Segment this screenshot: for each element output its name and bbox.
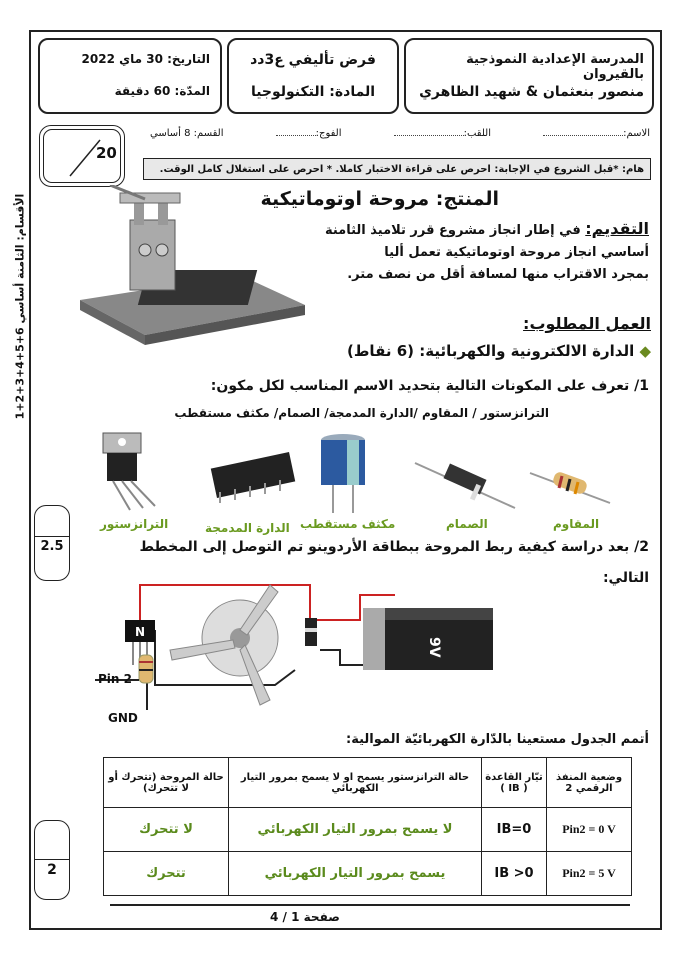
header-school-box <box>404 38 654 114</box>
intro-block <box>309 218 649 286</box>
cell-pin: Pin2 = 5 V <box>547 852 632 896</box>
label-diode: الصمام <box>446 517 488 531</box>
school-line2: منصور بنعثمان & شهيد الظاهري <box>419 84 644 100</box>
group-label: الفوج: <box>315 128 342 139</box>
school-line1: المدرسة الإعدادية النموذجية بالقيروان <box>466 52 644 82</box>
gnd-label: GND <box>108 711 138 725</box>
label-ic: الدارة المدمجة <box>205 521 290 535</box>
cell-ib: IB >0 <box>482 852 547 896</box>
q1-text: 1/ تعرف على المكونات التالية بتحديد الاسم المناسب لكل مكون: <box>210 378 649 394</box>
arrow-icon: ◆ <box>639 342 651 360</box>
cell-fan[interactable]: لا تتحرك <box>104 808 229 852</box>
resistor-image <box>530 471 610 503</box>
surname-field[interactable] <box>394 128 491 139</box>
fan-product-illustration <box>70 185 310 355</box>
table-row <box>104 808 632 852</box>
footer-rule <box>110 904 630 906</box>
total-score: 20 <box>96 144 117 162</box>
ic-image <box>211 452 295 503</box>
intro-line3: بمجرد الاقتراب منها لمسافة أقل من نصف متر. <box>347 267 649 282</box>
notice-text: هام: *قبل الشروع في الإجابة: احرص على قراءة الاختبار كاملا. * احرص على استغلال كامل الوقت. <box>159 164 644 175</box>
exam-line2: المادة: التكنولوجيا <box>250 84 376 100</box>
section1-title-text: الدارة الالكترونية والكهربائية: (6 نقاط) <box>347 342 635 360</box>
total-score-box <box>39 125 125 187</box>
table-score-box <box>34 820 70 900</box>
table-score: 2 <box>35 859 69 878</box>
q2-line1: 2/ بعد دراسة كيفية ربط المروحة ببطاقة الأردوينو تم التوصل إلى المخطط <box>139 539 649 555</box>
results-table <box>103 757 632 896</box>
cell-transistor[interactable]: يسمح بمرور التيار الكهربائي <box>229 852 482 896</box>
header-pin: وضعية المنفذ الرقمي 2 <box>547 758 632 808</box>
q1-score-box <box>34 505 70 581</box>
product-title: المنتج: مروحة اوتوماتيكية <box>260 188 499 210</box>
intro-line1: في إطار انجاز مشروع قرر تلاميذ الثامنة <box>324 223 581 238</box>
q1-score: 2.5 <box>35 536 69 554</box>
side-label-column <box>0 30 27 630</box>
intro-label: التقديم: <box>585 219 649 238</box>
components-illustration <box>85 428 615 518</box>
surname-label: اللقب: <box>463 128 491 139</box>
work-required: العمل المطلوب: <box>523 314 651 333</box>
pin2-label: Pin 2 <box>98 672 132 686</box>
page-footer: صفحة 1 / 4 <box>270 910 340 924</box>
cell-fan[interactable]: تتحرك <box>104 852 229 896</box>
q1-options: الترانزستور / المقاوم /الدارة المدمجة/ الصمام/ مكثف مستقطب <box>174 406 549 420</box>
header-date-box <box>38 38 222 114</box>
class-label: القسم: 8 أساسي <box>150 128 224 139</box>
label-resistor: المقاوم <box>553 517 600 531</box>
header-transistor: حالة الترانزستور يسمح او لا يسمح بمرور التيار الكهربائي <box>229 758 482 808</box>
header-fan: حالة المروحة (تتحرك أو لا تتحرك) <box>104 758 229 808</box>
cell-transistor[interactable]: لا يسمح بمرور التيار الكهربائي <box>229 808 482 852</box>
date-line: التاريخ: 30 ماي 2022 <box>81 52 210 66</box>
notice-bar <box>143 158 651 180</box>
group-field[interactable] <box>276 128 342 139</box>
capacitor-image <box>321 434 365 513</box>
transistor-image <box>103 433 155 510</box>
intro-line2: أساسي انجاز مروحة اوتوماتيكية تعمل أليا <box>384 245 649 260</box>
label-transistor: الترانزستور <box>100 517 169 531</box>
cell-pin: Pin2 = 0 V <box>547 808 632 852</box>
table-row <box>104 852 632 896</box>
section1-title <box>347 342 651 360</box>
side-label: الأقسام: الثامنة أساسي 6+5+4+3+2+1 <box>13 193 27 420</box>
cell-ib: IB=0 <box>482 808 547 852</box>
transistor-label: N <box>135 625 146 639</box>
diode-image <box>415 463 515 508</box>
q2-line2: التالي: <box>602 570 649 586</box>
duration-line: المدّة: 60 دقيقة <box>114 84 210 98</box>
table-intro: أتمم الجدول مستعينا بالدّارة الكهربائيّة الموالية: <box>346 732 649 747</box>
table-header-row <box>104 758 632 808</box>
header-exam-box <box>227 38 399 114</box>
circuit-diagram <box>95 570 505 730</box>
label-capacitor: مكثف مستقطب <box>300 517 396 531</box>
name-label: الاسم: <box>623 128 650 139</box>
student-info-row <box>150 128 650 139</box>
exam-line1: فرض تأليفي ع3دد <box>250 52 376 68</box>
header-ib: تيّار القاعدة ( IB ) <box>482 758 547 808</box>
battery-label: 9V <box>426 637 442 658</box>
name-field[interactable] <box>543 128 650 139</box>
